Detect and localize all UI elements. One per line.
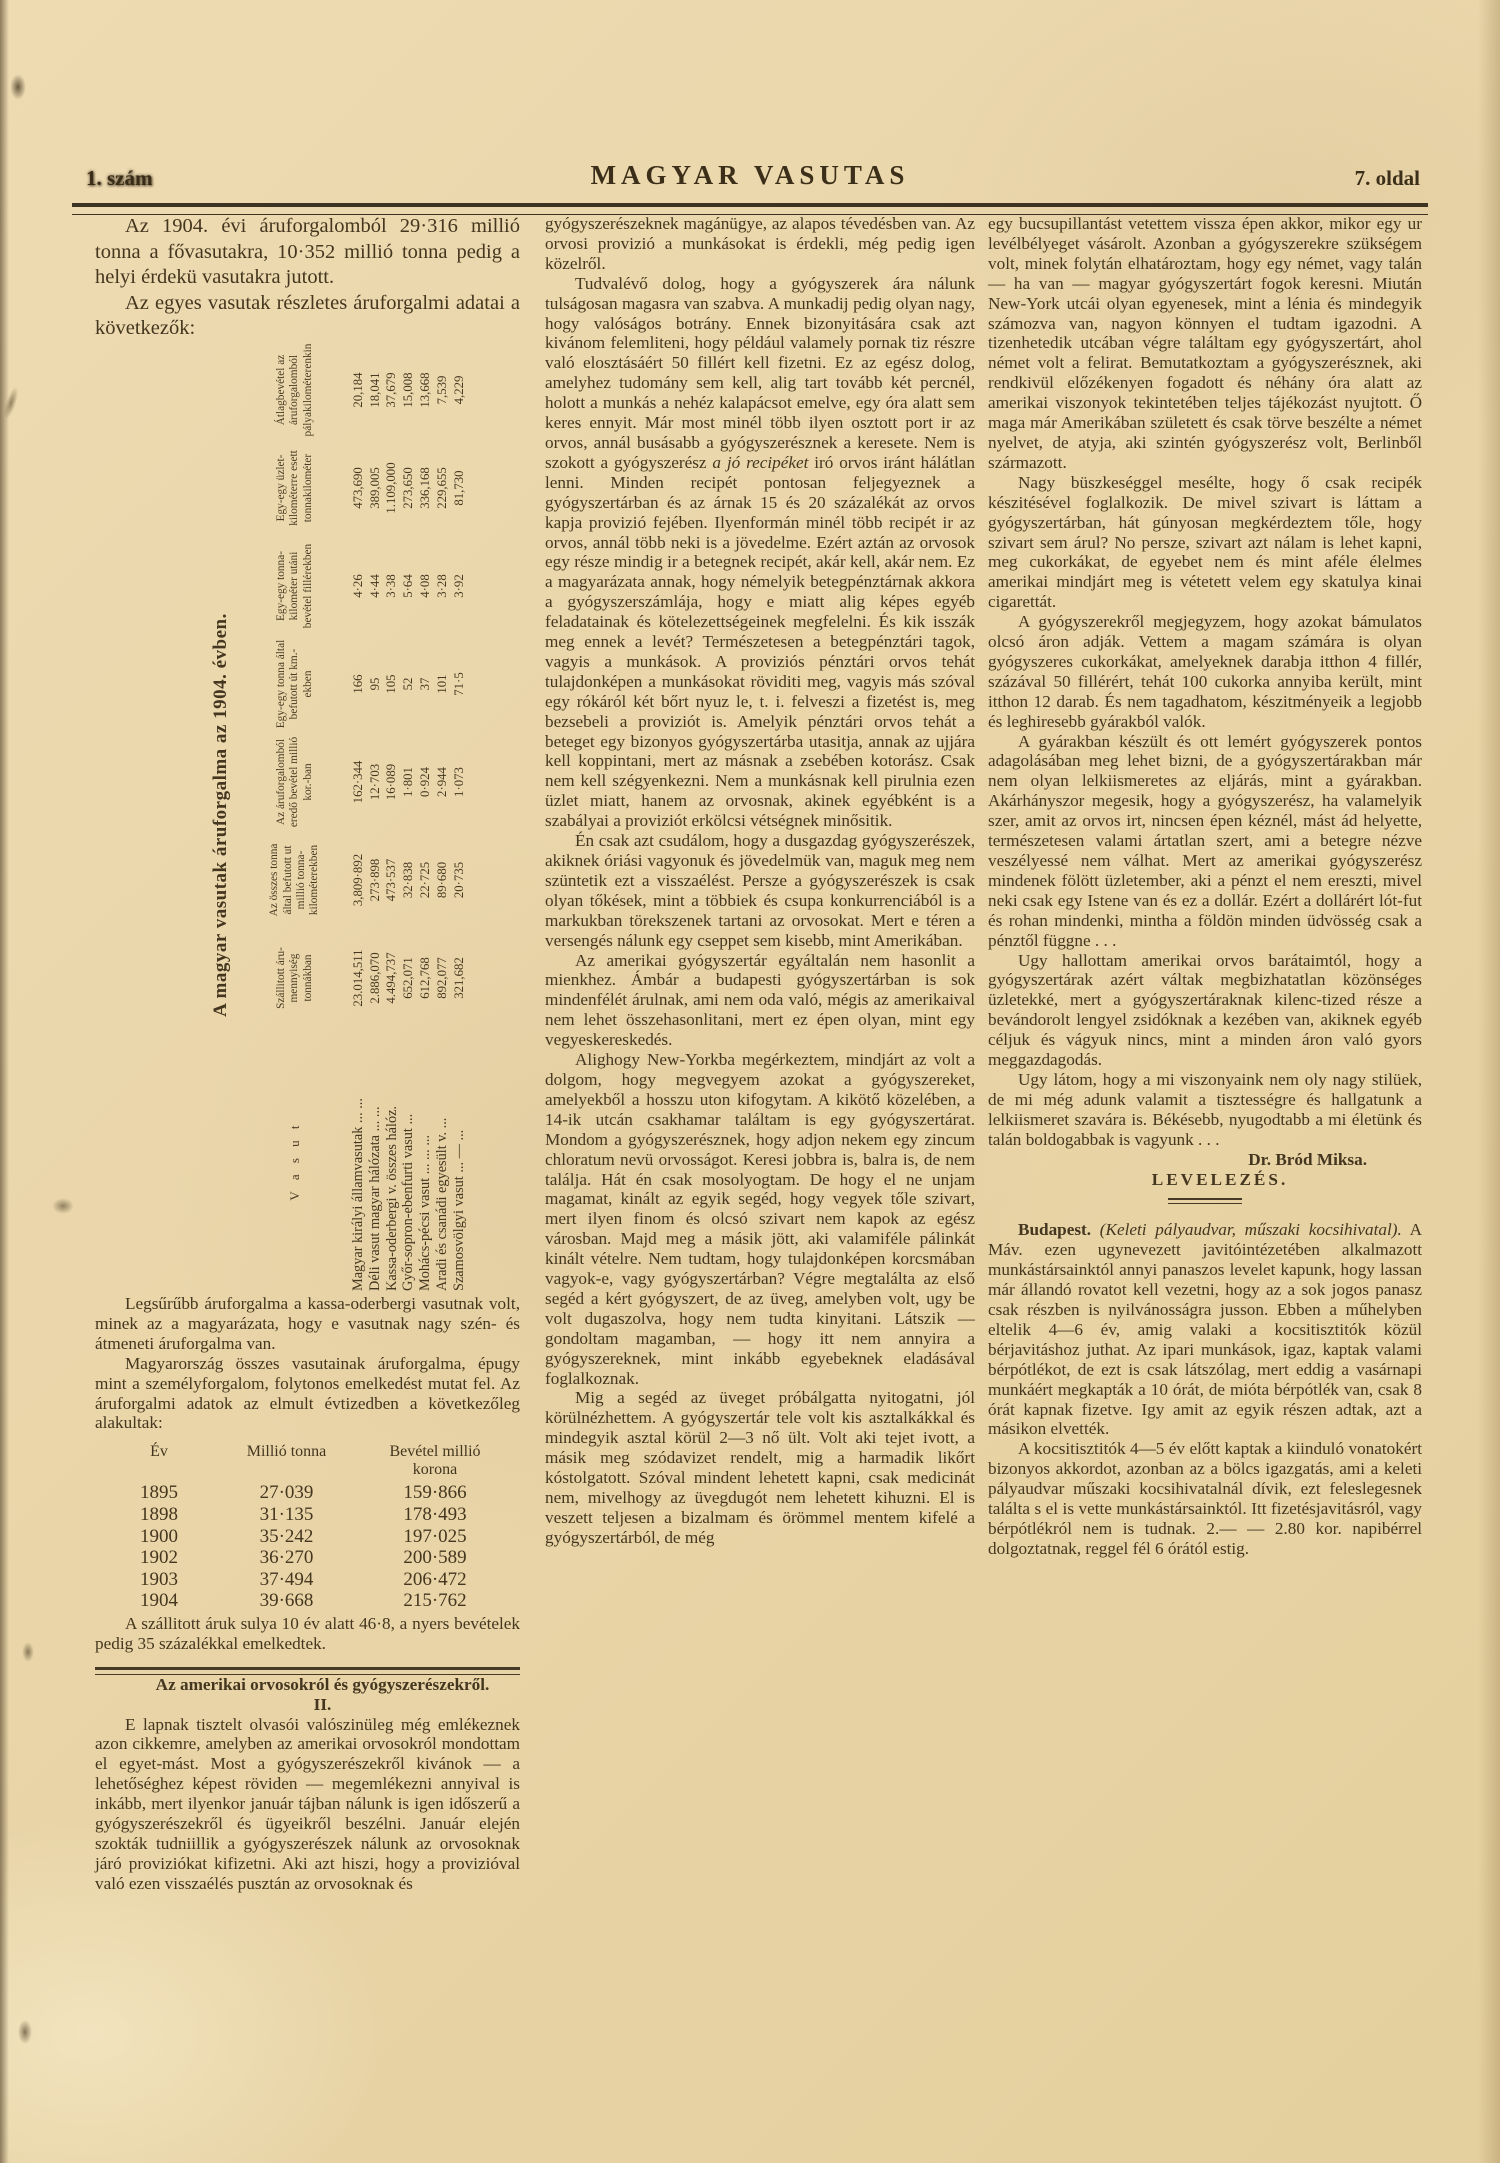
correspondence-source: (Keleti pályaudvar, műszaki kocsihivatal). (1099, 1220, 1402, 1240)
freight-value: 273·898 (367, 858, 382, 902)
scan-artifact-smudge (18, 2020, 32, 2044)
freight-value: 0·924 (418, 767, 433, 797)
freight-value: 892,077 (434, 957, 449, 999)
freight-column-header: Az áruforgalomból eredő bevétel millió kor.-ban (275, 736, 314, 828)
decade-cell: 197·025 (403, 1525, 467, 1547)
decade-cell: 35·242 (259, 1525, 314, 1547)
paragraph: Ugy hallottam amerikai orvos barátaimtól, hogy a gyógyszertárak azért váltak megbizhatatlan közönséges üzletekké, mert a gyógyszertáraknak kilenc-tized része a bevándorolt lengyel zsidóknak a kezében van, akiknek egyéb céljuk és vágyuk nincs, mint a minden áron való gyors meggazdagodás. (988, 950, 1422, 1070)
decade-cell: 159·866 (403, 1482, 467, 1504)
freight-value: 22·725 (418, 861, 433, 899)
freight-value: 389,005 (367, 467, 382, 509)
decade-cell: 1903 (140, 1568, 178, 1590)
decade-cell: 206·472 (403, 1568, 467, 1590)
freight-value: 20·735 (451, 861, 466, 899)
paragraph: Mig a segéd az üveget próbálgatta nyitogatni, jól körülnézhettem. A gyógyszertár tele volt kis asztalkákkal és mindegyik asztal körül 2—3 nő ült. Volt aki tejet ivott, a másik meg szódavizet rendelt, mig a harmadik likőrt kóstolgatott. Szóval mindent lehetett kapni, csak medicinát nem, mivelhogy az üvegdugót nem lehetett kihuzni. El is veszett teljesen a bizalmam és örömmel mentem kifelé a gyógyszertárból, de még (545, 1388, 975, 1547)
paragraph: Alighogy New-Yorkba megérkeztem, mindjárt az volt a dolgom, hogy megvegyem azokat a gyógyszereket, amelyekből a hosszu uton kifogytam. A kikötő közelében, a 14-ik utcán csakhamar találtam is egy gyógyszertárat. Mondom a gyógyszerésznek, hogy adjon nekem egy zincum chloratum nevü orvosságot. Keresi jobbra is, balra is, de nem találja. Hát én csak mosolyogtam. De hogy el ne unjam magamat, kinált az egyik segéd, hogy vegyek tőle szivart, mert ilyen finom és olcsó szivart nem kapok az egész városban. Majd meg a másik jött, aki valamiféle pálinkát kinált vételre. Nem tudtam, hogy tulajdonképen korcsmában vagyok-e, vagy gyógyszertárban? Végre megtalálta az első segéd a kért gyógyszert, de az üveg, amelyben volt, ugy be volt dugaszolva, hogy nem tudta kinyitani. Látszik — gondoltam magamban, — hogy itt nem annyira a gyógyszereknek, mint inkább egyebeknek eladásával foglalkoznak. (545, 1050, 975, 1388)
paragraph: Az 1904. évi áruforgalomból 29·316 millió tonna a fővasutakra, 10·352 millió tonna pedig a helyi érdekü vasutakra jutott. (95, 215, 520, 289)
railway-name: Szamosvölgyi vasut ... — ... (450, 1129, 467, 1291)
freight-value: 4.494,737 (384, 952, 399, 1004)
decade-cell: 36·270 (259, 1547, 314, 1569)
freight-value: 321,682 (451, 957, 466, 999)
freight-value: 2.886,070 (367, 952, 382, 1004)
paragraph: Legsűrűbb áruforgalma a kassa-oderbergi vasutnak volt, minek az a magyarázata, hogy e vasutnak nagy szén- és átmeneti áruforgalma van. (95, 1293, 520, 1353)
paragraph: Ugy látom, hogy a mi viszonyaink nem oly nagy stilüek, de mi még adunk valamit a tisztességre és hallgatunk a lelkiismeret szavára is. Békésebb, nyugodtabb a mi életünk és talán boldogabbak is vagyunk . . . (988, 1069, 1422, 1149)
freight-value: 52 (401, 677, 416, 691)
freight-value: 105 (384, 674, 399, 694)
freight-value: 12·703 (367, 763, 382, 801)
article-heading: Az amerikai orvosokról és gyógyszerészekről. (155, 1674, 490, 1694)
paragraph-text: A Máv. ezen ugynevezett javitóintézetében alkalmazott munkástársainktól annyi panaszos levelet kapunk, hogy lassan már állandó rovatot kell vezetni, hogy az a sok jogos panasz csak részben is nyilvánosságra jusson. Ebben a műhelyben eltelik 4—6 év, amig valaki a kocsitisztitók közül bérjavitáshoz juthat. Az ipari munkások, igaz, kaptak valami bérpótlékot, de ezt is csak látszólag, mert eddig a vasárnapi munkáért megkapták a 10 órát, de mióta bérpótlék van, csak 8 órát kapnak fizetve. Igy amit az egyik részen adtak, azt a másikon elvették. (988, 1220, 1422, 1439)
freight-value: 16·089 (384, 763, 399, 801)
paragraph: A kocsitisztitók 4—5 év előtt kaptak a kiinduló vonatokért bizonyos akkordot, azonban az a bölcs igazgatás, ami a keleti pályaudvar műszaki kocsihivatalnál dívik, ezt feleslegesnek találta s el is vette munkástársainktól. Itt fizetésjavitásról, vagy bérpótlékról nem is tudnak. 2.— — 2.80 kor. napibérrel dolgoztatnak, reggel fél 6 órától estig. (988, 1439, 1422, 1558)
freight-value: 1.109,000 (384, 462, 399, 514)
decade-cell: 178·493 (403, 1503, 467, 1525)
decade-column-header: Év (150, 1443, 168, 1461)
freight-value: 4·26 (350, 574, 365, 598)
decade-column-header: Millió tonna (246, 1443, 327, 1461)
freight-value: 7,539 (434, 375, 449, 405)
freight-value: 1·073 (451, 767, 466, 797)
scan-artifact-smudge (10, 74, 26, 100)
freight-column-header: Egy-egy üzletkilométerre esett tonnakilométer (275, 450, 314, 526)
paragraph-text: iró orvos iránt hálátlan lenni. Minden recipét pontosan feljegyeznek a gyógyszertárban és az árnak 15 és 20 százalékát az orvos kapja provizió fejében. Ilyenformán minél több recipét ir az orvos, annál több neki is a jövedelme. Ezért aztán az orvosok egy része mindig ir a betegnek recipét, akár kell, akár nem. Ez a magyarázata annak, hogy némelyik betegpénztárnak akkora a gyógyszerszámlája, hogy e miatt alig képes egyéb feladatainak és kötelezettségeinek megfelelni. És kik isszák meg ennek a levét? Természetesen a betegpénztári tagok, vagyis a munkások. A proviziós pénztári orvos tehát tulajdonképen a munkásokat röviditi meg, vagyis más szóval egy rókáról két bőrt nyuz le, t. i. felveszi a fizetést is, meg bezsebeli a proviziót is. Amelyik pénztári orvos tehát a beteget egy bizonyos gyógyszertárba utasitja, annak az ujjára kell koppintani, mert az másnak a zsebében kotorász. Csak nem kell szégyenkezni. Nem a munkásnak kell pirulnia ezen üzlet miatt, hanem az orvosnak, akinek egyébként is a szabályai a proviziót erkölcsi vétségnek minősitik. (545, 452, 975, 831)
decade-cell: 27·039 (259, 1482, 314, 1504)
decade-cell: 1902 (140, 1547, 178, 1569)
signature: Dr. Bród Miksa. (1248, 1149, 1367, 1169)
freight-value: 162·344 (350, 760, 365, 804)
decade-cell: 31·135 (259, 1503, 314, 1525)
column-right (988, 214, 1422, 1559)
freight-value: 37,679 (384, 372, 399, 408)
decade-cell: 215·762 (403, 1590, 467, 1612)
freight-value: 32·838 (401, 861, 416, 899)
freight-value: 3,809·892 (350, 853, 365, 907)
decade-cell: 200·589 (403, 1547, 467, 1569)
decade-cell: 39·668 (259, 1590, 314, 1612)
decade-traffic-table (112, 1443, 504, 1612)
freight-value: 229,655 (434, 467, 449, 509)
column-middle (545, 214, 975, 1548)
decade-cell: 37·494 (259, 1568, 314, 1590)
section-divider (95, 1667, 520, 1675)
freight-value: 37 (418, 677, 433, 691)
freight-value: 1·801 (401, 767, 416, 797)
freight-value: 273,650 (401, 467, 416, 509)
masthead-title: MAGYAR VASUTAS (590, 160, 910, 190)
italic-phrase: a jó recipéket (712, 452, 809, 472)
scan-artifact-smudge (22, 1642, 34, 1662)
railway-name: Magyar királyi államvasutak ... ... (349, 1098, 366, 1291)
freight-value: 95 (367, 677, 382, 691)
freight-value: 336,168 (418, 467, 433, 509)
freight-value: 3·28 (434, 574, 449, 598)
scan-artifact-smudge (52, 1198, 74, 1214)
freight-table-title: A magyar vasutak áruforgalma az 1904. évben. (210, 613, 231, 1017)
railway-name: Kassa-oderbergi v. összes hálóz. (383, 1105, 400, 1291)
paragraph-text: Tudvalévő dolog, hogy a gyógyszerek ára nálunk tulságosan magasra van szabva. A munkadij pedig olyan nagy, hogy valóságos botrány. Ennek bizonyitására csak azt kivánom felemliteni, hogy például valamely pornak tiz részre való elosztásáért 50 fillért kell fizetni. Ez az egész dolog, amelyhez tudomány sem kell, alig tart tovább két percnél, holott a munkás a nehéz kalapácsot emelve, egy óra alatt sem keres ennyit. Már most minél több ilyen osztott port ir az orvos, annál busásabb a gyógyszerésznek a keresete. Nem is szokott a gyógyszerész (545, 273, 975, 472)
freight-table-grid (240, 335, 468, 1295)
freight-value: 18,041 (367, 372, 382, 408)
paragraph: Az egyes vasutak részletes áruforgalmi adatai a következők: (95, 291, 520, 340)
page-number: 7. oldal (1354, 166, 1420, 190)
freight-value: 473,690 (350, 467, 365, 509)
freight-value: 4,229 (451, 375, 466, 405)
paragraph: A gyárakban készült és ott lemért gyógyszerek pontos adagolásában meg lehet bizni, de a gyógyszertárakban már nem olyan lelkiismeretes az eljárás, mint a gyárakban. Akárhányszor megesik, hogy a gyógyszerész, ha valamelyik szer, amit az orvos irt, nincsen épen kéznél, mást ád helyette, természetesen valami ártatlan szert, ami a betegre nézve veszélyessé nem válhat. Mert az amerikai gyógyszerész mindenek fölött üzletember, aki a pénzt el nem ereszti, mivel neki csak egy Istene van és ez a dollár. Ezért a dollárért lót-fut és rohan mindenki, mintha a földön minden üdvösség csak a pénztől függne . . . (988, 731, 1422, 950)
decade-cell: 1900 (140, 1525, 178, 1547)
decade-column-header: Bevétel millió korona (389, 1443, 481, 1479)
issue-number: 1. szám (86, 166, 153, 190)
freight-value: 71·5 (451, 672, 466, 696)
freight-value: 3·92 (451, 574, 466, 598)
section-heading-levelezes: LEVELEZÉS. (1151, 1169, 1289, 1189)
heading-rule (1168, 1198, 1242, 1204)
freight-row-header: V a s u t (287, 1121, 303, 1201)
decade-cell: 1898 (140, 1503, 178, 1525)
railway-name: Aradi és csanádi egyesült v. ... (433, 1117, 450, 1291)
decade-cell: 1904 (140, 1590, 178, 1612)
freight-column-header: Az összes tonna által befutott ut millió tonnakilométerekben (268, 843, 321, 917)
paragraph: E lapnak tisztelt olvasói valószinüleg még emlékeznek azon cikkemre, amelyben az amerikai orvosokról mondottam el egyet-mást. Most a gyógyszerészekről kivánok — a lehetőséghez képest röviden — megemlékezni annyival is inkább, mert ilyenkor január tájban nálunk is igen időszerű a gyógyszerészekről és ügyeikről beszélni. Január elején szokták tudniillik a gyógyszerészek nálunk az orvosoknak járó proviziókat kifizetni. Aki azt hiszi, hogy a provizióval való ezen visszaélés pusztán az orvosoknak és (95, 1714, 520, 1893)
paragraph (988, 1220, 1422, 1439)
freight-column-header: Egy-egy tonna által befutott út km.-ekben (275, 639, 314, 729)
paragraph: egy bucsupillantást vetettem vissza épen akkor, mikor egy ur levélbélyeget vásárolt. Azonban a gyógyszerekre szükségem volt, minek folytán elhatároztam, hogy egy német, vagy talán — ha van — magyar gyógyszertárt fogok keresni. Miután New-York utcái olyan egyenesek, mint a lénia és mindegyik számozva van, nagyon könnyen el tudtam igazodni. A tizenhetedik utcában végre találtam egy gyógyszertárt, ahol német volt a felirat. Bemutatkoztam a gyógyszerésznek, aki rendkivül előzékenyen fogadott és néhány óra alatt az amerikai viszonyok tekintetében teljes tájékozást nyujtott. Ő maga már Amerikában született és csak törve beszélte a német nyelvet, de atyja, aki szintén gyógyszerész volt, Berlinből származott. (988, 214, 1422, 472)
freight-value: 4·08 (418, 574, 433, 598)
freight-value: 89·680 (434, 861, 449, 899)
paragraph (545, 274, 975, 831)
freight-value: 5·64 (401, 574, 416, 598)
freight-value: 612,768 (418, 957, 433, 999)
freight-value: 13,668 (418, 372, 433, 408)
freight-value: 3·38 (384, 574, 399, 598)
paragraph: Nagy büszkeséggel mesélte, hogy ő csak recipék készitésével foglalkozik. De mivel szivart is láttam a gyógyszertárban, hát gúnyosan megkérdeztem tőle, hogy szivart sem árul? No persze, szivart azt nálam is lehet kapni, meg cukorkákat, de egyebet nem és mint aféle élelmes amerikai mindjárt meg is vétetett velem egy skatulya kinai cigarettát. (988, 472, 1422, 612)
railway-name: Mohács-pécsi vasut ... ... ... (417, 1134, 434, 1291)
freight-value: 20,184 (350, 372, 365, 408)
paragraph: Az amerikai gyógyszertár egyáltalán nem hasonlit a mienkhez. Ámbár a budapesti gyógyszertárban is sok mindenfélét árulnak, ami nem oda való, mégis az amerikaival nem lehet összehasonlitani, mert ez épen olyan, mint egy vegyeskereskedés. (545, 950, 975, 1050)
freight-value: 81,730 (451, 470, 466, 506)
freight-value: 101 (434, 674, 449, 694)
freight-value: 23.014,511 (350, 949, 365, 1007)
article-part-number: II. (313, 1694, 332, 1714)
paragraph: gyógyszerészeknek magánügye, az alapos tévedésben van. Az orvosi provizió a munkásokat is érdekli, még pedig igen közelről. (545, 214, 975, 273)
freight-value: 4·44 (367, 574, 382, 598)
paragraph: Én csak azt csudálom, hogy a dusgazdag gyógyszerészek, akiknek óriási vagyonuk és jövedelmük van, maguk meg nem szüntetik ezt a visszaélést. Persze a gyógyszerészek is csak olyan tőkések, mint a többiek és csupa konkurrenciából is a markukban törekszenek tartani az orvosokat. Mert e téren a versengés nálunk egy cseppet sem kisebb, mint Amerikában. (545, 831, 975, 950)
freight-column-header: Egy-egy tonnakilométer utáni bevétel fillérekben (275, 543, 314, 629)
freight-value: 652,071 (401, 957, 416, 999)
freight-value: 473·537 (384, 858, 399, 902)
railway-name: Déli vasut magyar hálózata ... ... (366, 1106, 383, 1291)
freight-value: 2·944 (434, 767, 449, 797)
freight-table-rotated (208, 335, 516, 1295)
freight-column-header: Átlagbevétel az áruforgalomból pályakilométerenkin (275, 343, 314, 437)
paragraph: A szállitott áruk sulya 10 év alatt 46·8, a nyers bevételek pedig 35 százalékkal emelkedtek. (95, 1613, 520, 1653)
correspondence-place: Budapest. (1018, 1220, 1092, 1240)
freight-value: 15,008 (401, 372, 416, 408)
decade-cell: 1895 (140, 1482, 178, 1504)
freight-column-header: Szállitott árumennyiség tonnákban (275, 947, 314, 1009)
railway-name: Győr-sopron-ebenfurti vasut ... (400, 1113, 417, 1291)
scan-artifact-left-edge (0, 0, 9, 2163)
freight-value: 166 (350, 674, 365, 694)
paragraph: A gyógyszerekről megjegyzem, hogy azokat bámulatos olcsó áron adják. Vettem a magam számára is olyan gyógyszeres cukorkákat, amelyeknek darabja itthon 4 fillér, százával 50 fillérért, tehát 100 cukorka annyiba került, mint itthon 12 darab. És nem tagadhatom, készitményeik a legjobb és leghiresebb gyárakból valók. (988, 612, 1422, 731)
scan-artifact-right-edge (1478, 0, 1500, 2163)
paragraph: Magyarország összes vasutainak áruforgalma, épugy mint a személyforgalom, folytonos emelkedést mutat fel. Az áruforgalmi adatok az elmult évtizedben a következőleg alakultak: (95, 1353, 520, 1433)
